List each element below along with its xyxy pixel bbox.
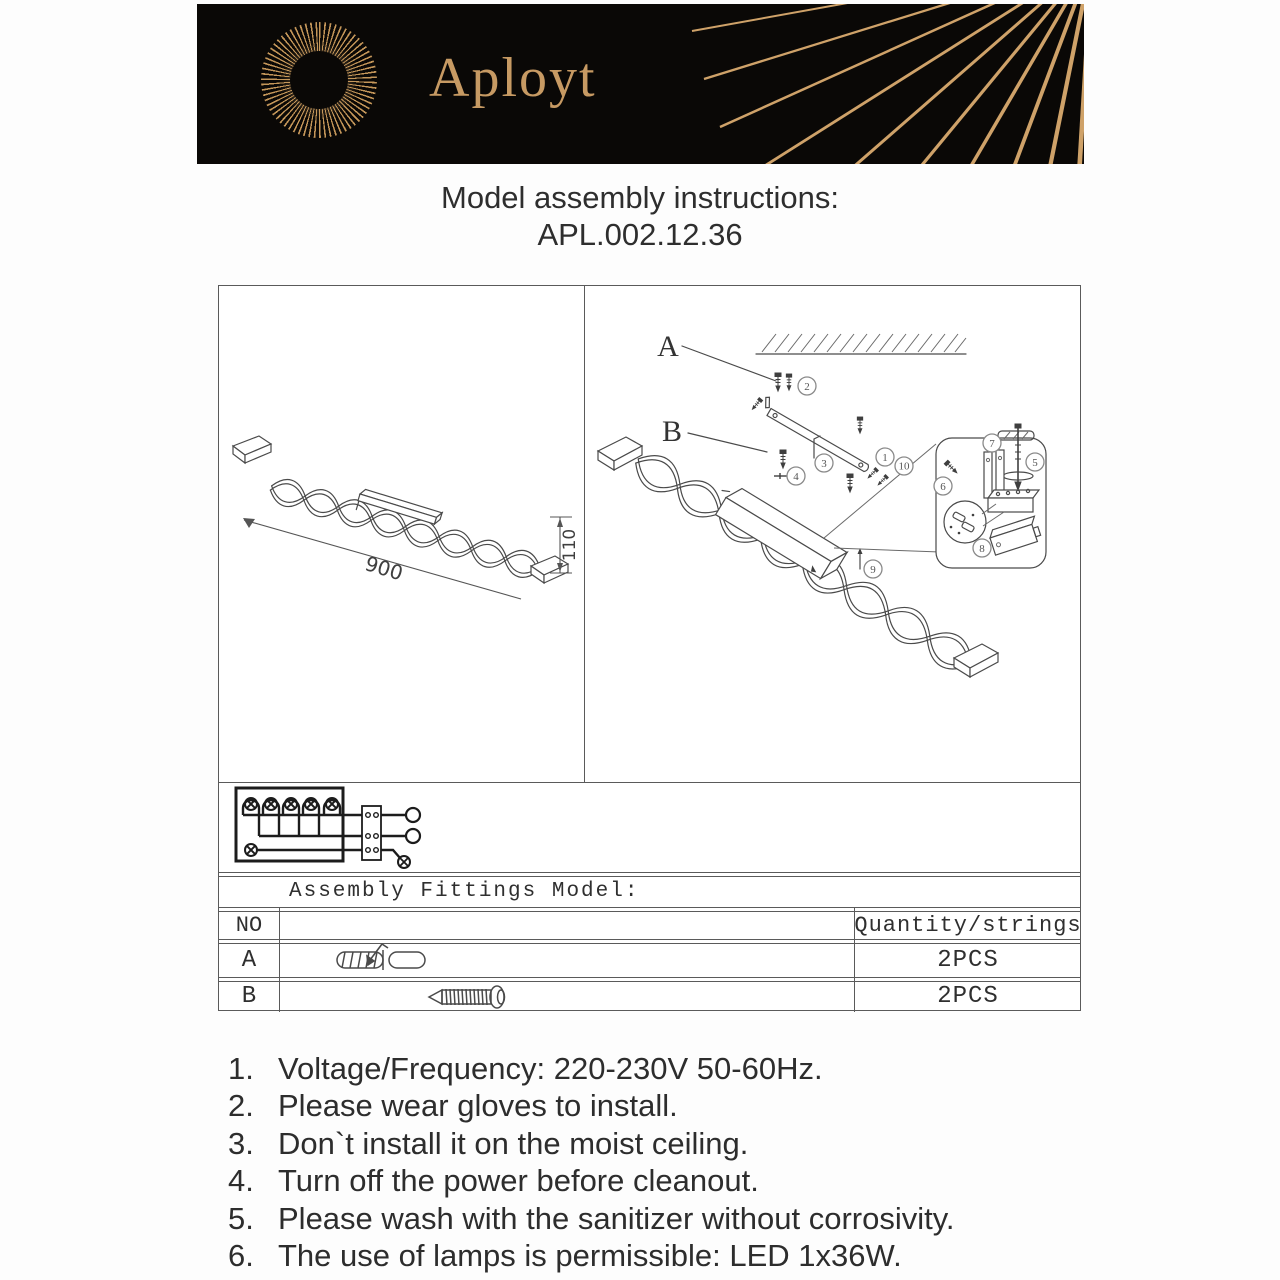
column-header-quantity: Quantity/strings <box>854 912 1082 938</box>
callout-9: 9 <box>870 564 876 576</box>
instruction-number: 1. <box>228 1050 254 1086</box>
table-column-divider <box>279 907 280 1012</box>
instructions-list <box>228 1050 1058 1275</box>
wiring-diagram <box>219 782 639 872</box>
brand-name: Aployt <box>429 47 597 109</box>
fitting-row-qty: 2PCS <box>937 983 999 1010</box>
ceiling-hatch <box>756 334 966 354</box>
terminal-block <box>988 489 1039 512</box>
brand-banner <box>197 4 1084 164</box>
page-title <box>0 179 1280 253</box>
instruction-item <box>228 1163 1058 1201</box>
fitting-row-no: A <box>241 946 257 974</box>
instruction-text: Please wash with the sanitizer without corrosivity. <box>278 1200 955 1236</box>
callout-8: 8 <box>979 543 985 555</box>
instruction-text: Turn off the power before cleanout. <box>278 1163 759 1199</box>
instruction-number: 4. <box>228 1163 254 1199</box>
part-b-leader <box>688 433 767 452</box>
instruction-number: 3. <box>228 1125 254 1161</box>
callout-3: 3 <box>821 458 827 470</box>
ray-fan-icon <box>197 4 1084 164</box>
instruction-text: The use of lamps is permissible: LED 1x36W. <box>278 1238 902 1274</box>
instruction-text: Please wear gloves to install. <box>278 1088 678 1124</box>
wall-anchor-icon <box>279 943 854 977</box>
anchor-and-screw <box>775 373 792 391</box>
model-number: APL.002.12.36 <box>537 217 743 252</box>
table-column-divider <box>854 907 855 1012</box>
instruction-item <box>228 1125 1058 1163</box>
pointer-9 <box>858 548 863 569</box>
callout-7: 7 <box>989 438 995 450</box>
part-b-label: B <box>661 415 683 448</box>
instruction-text: Don`t install it on the moist ceiling. <box>278 1125 749 1161</box>
height-label: 110 <box>560 528 580 562</box>
instruction-item <box>228 1200 1058 1238</box>
callout-5: 5 <box>1032 457 1038 469</box>
screw-icon <box>279 981 854 1012</box>
end-cap-left <box>598 437 642 470</box>
end-cap-left <box>233 436 271 463</box>
fitting-row-no: B <box>241 983 257 1010</box>
lamp-braid <box>628 435 986 679</box>
end-cap-right <box>954 644 998 677</box>
screw-b <box>774 450 787 479</box>
callout-4: 4 <box>793 471 799 483</box>
callout-2: 2 <box>804 381 810 393</box>
column-header-no: NO <box>235 912 263 938</box>
fittings-section-title: Assembly Fittings Model: <box>289 880 640 903</box>
callout-6: 6 <box>940 481 946 493</box>
title-line1: Model assembly instructions: <box>441 180 839 215</box>
instruction-number: 2. <box>228 1088 254 1124</box>
instruction-number: 6. <box>228 1238 254 1274</box>
callout-10: 10 <box>898 460 910 473</box>
instruction-number: 5. <box>228 1200 254 1236</box>
lamp-dimension-drawing <box>219 286 584 782</box>
part-a-leader <box>682 346 776 381</box>
part-a-label: A <box>657 330 679 363</box>
bracket-screws <box>751 398 889 492</box>
length-label: 900 <box>362 551 406 586</box>
separator <box>219 872 1080 877</box>
instruction-text: Voltage/Frequency: 220-230V 50-60Hz. <box>278 1050 823 1086</box>
instruction-item <box>228 1088 1058 1126</box>
instruction-item <box>228 1238 1058 1276</box>
fitting-row-qty: 2PCS <box>937 946 999 974</box>
callout-1: 1 <box>882 452 888 464</box>
instruction-item <box>228 1050 1058 1088</box>
diagram-sheet <box>218 285 1081 1011</box>
detail-leader-bottom <box>834 548 940 552</box>
assembly-exploded-view <box>584 286 1082 782</box>
